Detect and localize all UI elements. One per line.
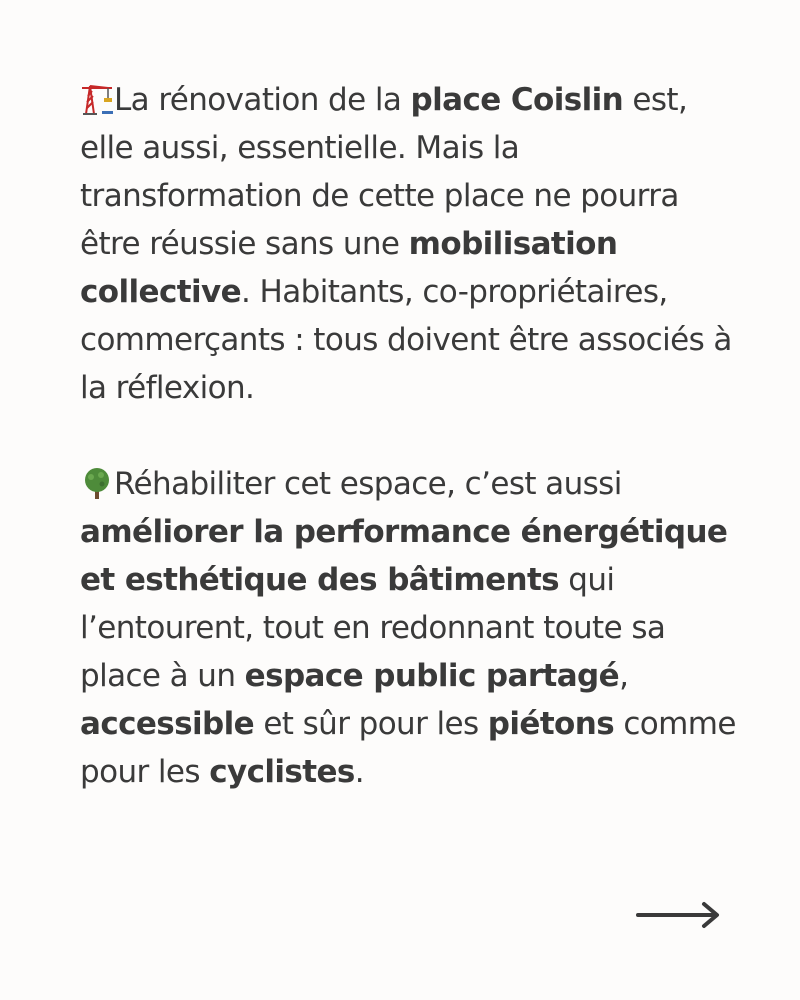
text-segment: qui l’entourent, tout en redonnant toute sa place à un bbox=[80, 562, 666, 694]
bold-pietons: piétons bbox=[487, 706, 615, 742]
text-segment: et sûr pour les bbox=[254, 706, 488, 742]
bold-accessible: accessible bbox=[80, 706, 255, 742]
text-segment: Réhabiliter cet espace, c’est aussi bbox=[114, 466, 622, 502]
paragraph-place-coislin bbox=[80, 76, 740, 412]
text-segment: est, elle aussi, essentielle. Mais la transformation de cette place ne pourra être réussie sans une bbox=[80, 82, 688, 262]
slide-text bbox=[80, 76, 740, 844]
bold-place-coislin: place Coislin bbox=[410, 82, 624, 118]
paragraph-rehabiliter bbox=[80, 460, 740, 796]
bold-cyclistes: cyclistes bbox=[209, 754, 355, 790]
text-segment: . Habitants, co-propriétaires, commerçants : tous doivent être associés à la réflexion. bbox=[80, 274, 732, 406]
bold-mobilisation-collective: mobilisation collective bbox=[80, 226, 618, 310]
tree-icon bbox=[80, 466, 114, 500]
arrow-right-icon[interactable] bbox=[636, 900, 722, 930]
bold-espace-public: espace public partagé bbox=[244, 658, 620, 694]
bold-performance: améliorer la performance énergétique et esthétique des bâtiments bbox=[80, 514, 728, 598]
text-segment: . bbox=[354, 754, 365, 790]
construction-crane-icon bbox=[80, 82, 114, 116]
text-segment: La rénovation de la bbox=[114, 82, 411, 118]
text-segment: , bbox=[619, 658, 629, 694]
text-segment: comme pour les bbox=[80, 706, 736, 790]
